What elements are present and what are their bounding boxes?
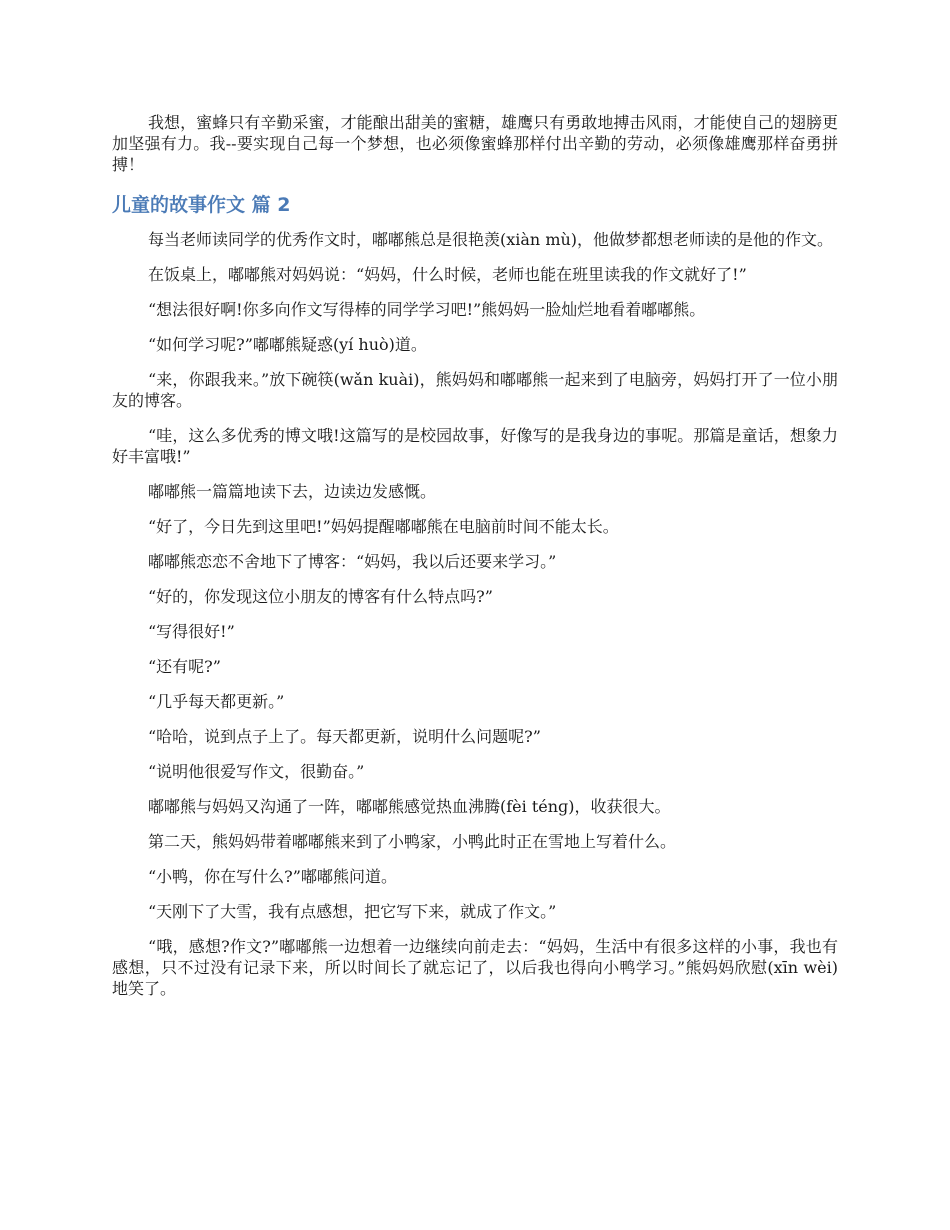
story-paragraph-9: 嘟嘟熊恋恋不舍地下了博客：“妈妈，我以后还要来学习。”: [148, 552, 557, 571]
story-paragraph-10: “好的，你发现这位小朋友的博客有什么特点吗?”: [148, 587, 493, 606]
story-paragraph-19: “天刚下了大雪，我有点感想，把它写下来，就成了作文。”: [148, 902, 557, 921]
story-paragraph-3: “想法很好啊!你多向作文写得棒的同学学习吧!”熊妈妈一脸灿烂地看着嘟嘟熊。: [148, 300, 706, 319]
intro-paragraph: 我想，蜜蜂只有辛勤采蜜，才能酿出甜美的蜜糖，雄鹰只有勇敢地搏击风雨，才能使自己的翅膀更加坚强有力。我--要实现自己每一个梦想，也必须像蜜蜂那样付出辛勤的劳动，必须像雄鹰那样奋勇拼搏！: [112, 113, 838, 174]
story-paragraph-7: 嘟嘟熊一篇篇地读下去，边读边发感慨。: [148, 482, 437, 501]
story-paragraph-5: “来，你跟我来。”放下碗筷(wǎn kuài)，熊妈妈和嘟嘟熊一起来到了电脑旁，妈妈打开了一位小朋友的博客。: [112, 370, 838, 410]
story-paragraph-11: “写得很好!”: [148, 622, 235, 641]
story-paragraph-15: “说明他很爱写作文，很勤奋。”: [148, 762, 365, 781]
story-paragraph-16: 嘟嘟熊与妈妈又沟通了一阵，嘟嘟熊感觉热血沸腾(fèi ténɡ)，收获很大。: [148, 797, 671, 816]
story-paragraph-2: 在饭桌上，嘟嘟熊对妈妈说：“妈妈，什么时候，老师也能在班里读我的作文就好了!”: [148, 265, 747, 284]
section-heading: 儿童的故事作文 篇 2: [112, 194, 291, 216]
story-paragraph-14: “哈哈，说到点子上了。每天都更新，说明什么问题呢?”: [148, 727, 541, 746]
story-paragraph-8: “好了，今日先到这里吧!”妈妈提醒嘟嘟熊在电脑前时间不能太长。: [148, 517, 619, 536]
story-paragraph-12: “还有呢?”: [148, 657, 221, 676]
story-paragraph-17: 第二天，熊妈妈带着嘟嘟熊来到了小鸭家，小鸭此时正在雪地上写着什么。: [148, 832, 677, 851]
story-paragraph-18: “小鸭，你在写什么?”嘟嘟熊问道。: [148, 867, 397, 886]
story-paragraph-4: “如何学习呢?”嘟嘟熊疑惑(yí huò)道。: [148, 335, 427, 354]
story-paragraph-20: “哦，感想?作文?”嘟嘟熊一边想着一边继续向前走去：“妈妈，生活中有很多这样的小事，我也有感想，只不过没有记录下来，所以时间长了就忘记了，以后我也得向小鸭学习。”熊妈妈欣慰(xīn wèi)地笑了。: [112, 937, 838, 998]
story-paragraph-6: “哇，这么多优秀的博文哦!这篇写的是校园故事，好像写的是我身边的事呢。那篇是童话，想象力好丰富哦!”: [112, 426, 838, 466]
story-paragraph-1: 每当老师读同学的优秀作文时，嘟嘟熊总是很艳羡(xiàn mù)，他做梦都想老师读的是他的作文。: [148, 230, 834, 249]
story-paragraph-13: “几乎每天都更新。”: [148, 692, 285, 711]
story-body: [112, 229, 838, 999]
